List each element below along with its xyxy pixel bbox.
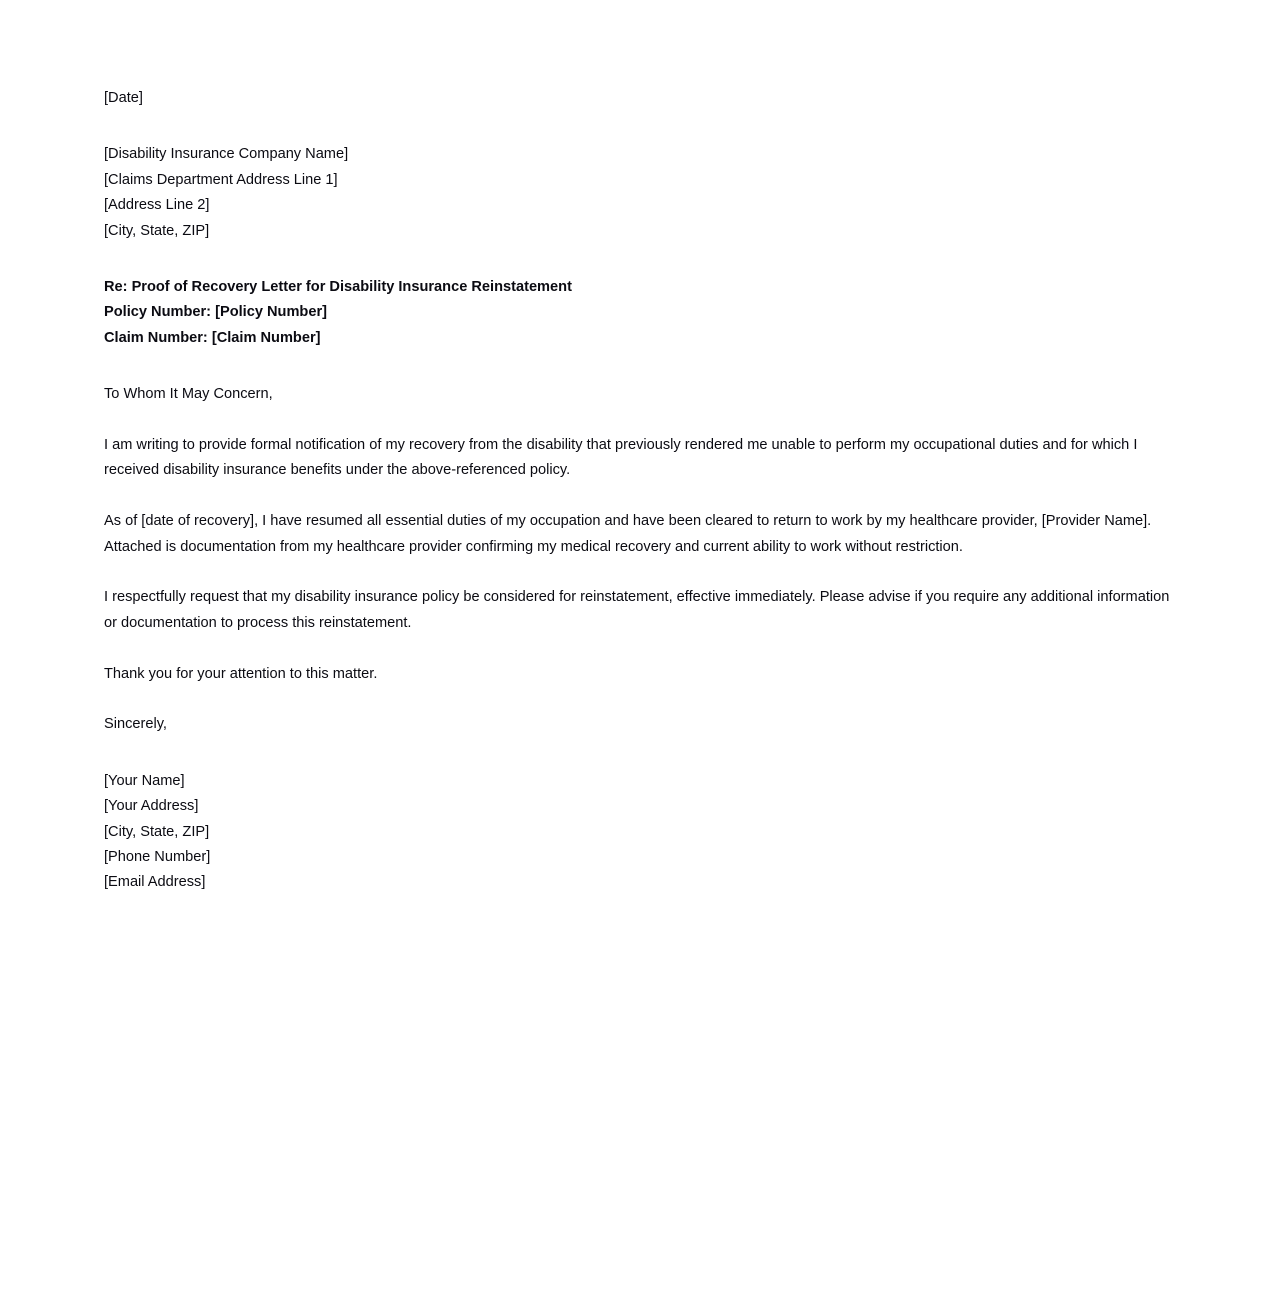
spacer <box>104 738 1176 769</box>
salutation-block <box>104 382 1176 407</box>
address-line: [Claims Department Address Line 1] <box>104 171 338 188</box>
recipient-address-block <box>104 142 1176 244</box>
closing-line: Sincerely, <box>104 716 167 733</box>
signature-address-line: [Your Address] <box>104 798 199 815</box>
claim-number-line: Claim Number: [Claim Number] <box>104 329 321 346</box>
body-paragraph-3: I respectfully request that my disability insurance policy be considered for reinstatement, effective immediately. Please advise if you require any additional information or documentation to process this reinstatement. <box>104 589 1170 631</box>
policy-number-line: Policy Number: [Policy Number] <box>104 304 328 321</box>
letter-body <box>104 86 1176 896</box>
subject-block <box>104 275 1176 351</box>
spacer <box>104 560 1176 585</box>
body-paragraph-4: Thank you for your attention to this matter. <box>104 665 378 682</box>
spacer <box>104 111 1176 142</box>
spacer <box>104 636 1176 661</box>
spacer <box>104 484 1176 509</box>
signature-name-line: [Your Name] <box>104 772 185 789</box>
subject-re-line: Re: Proof of Recovery Letter for Disability Insurance Reinstatement <box>104 279 572 296</box>
body-paragraph-2: As of [date of recovery], I have resumed all essential duties of my occupation and have been cleared to return to work by my healthcare provider, [Provider Name]. Attached is documentation from my healthcare provider confirming my medical recovery and current ability to work without restriction. <box>104 513 1152 555</box>
signature-phone-line: [Phone Number] <box>104 849 211 866</box>
address-line: [Disability Insurance Company Name] <box>104 146 349 163</box>
body-paragraph-1: I am writing to provide formal notification of my recovery from the disability that previously rendered me unable to perform my occupational duties and for which I received disability insurance benefits under the above-referenced policy. <box>104 437 1138 479</box>
spacer <box>104 351 1176 382</box>
signature-email-line: [Email Address] <box>104 874 206 891</box>
spacer <box>104 408 1176 433</box>
signature-block <box>104 769 1176 896</box>
date-line: [Date] <box>104 90 143 106</box>
date-block <box>104 86 1176 111</box>
spacer <box>104 687 1176 712</box>
salutation-line: To Whom It May Concern, <box>104 386 273 403</box>
address-line: [Address Line 2] <box>104 197 210 214</box>
signature-city-line: [City, State, ZIP] <box>104 823 210 840</box>
closing-block <box>104 712 1176 737</box>
spacer <box>104 244 1176 275</box>
address-line: [City, State, ZIP] <box>104 222 210 239</box>
